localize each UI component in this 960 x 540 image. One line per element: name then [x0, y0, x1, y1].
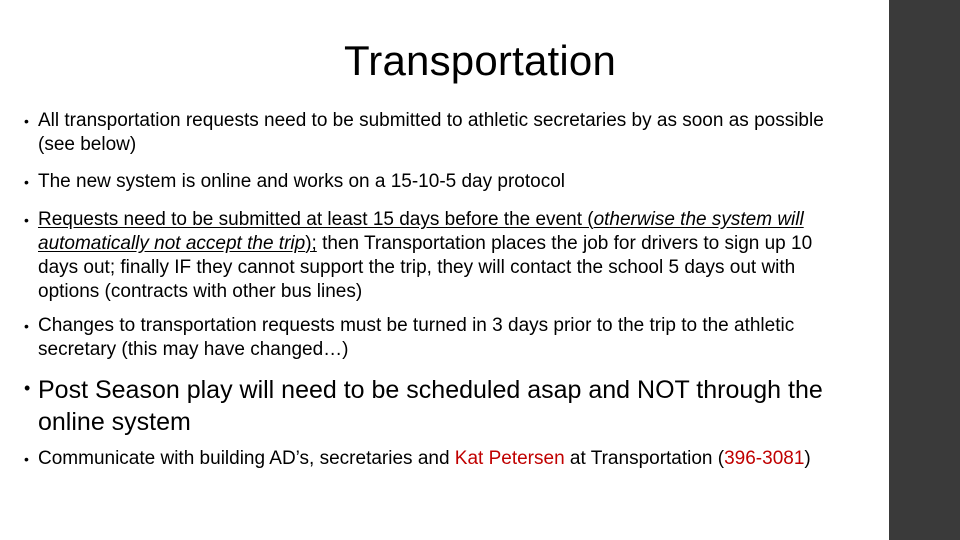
- right-sidebar-bar: [889, 0, 960, 540]
- bullet-dot: •: [24, 174, 29, 190]
- bullet-text-segment: Requests need to be submitted at least 15 days before the event (: [38, 209, 594, 230]
- bullet-text: The new system is online and works on a 15-10-5 day protocol: [38, 171, 565, 192]
- bullet-dot: •: [24, 451, 29, 467]
- italic-text: otherwise the system will automatically not accept the trip: [38, 209, 804, 254]
- bullet-text: Changes to transportation requests must be turned in 3 days prior to the trip to the athletic secretary (this may have changed…): [38, 315, 795, 360]
- bullet-dot: •: [24, 113, 29, 129]
- bullet-dot: •: [24, 318, 29, 334]
- contact-phone: 396-3081: [724, 448, 805, 469]
- bullet-text: [38, 447, 844, 471]
- bullet-dot: •: [24, 378, 31, 398]
- bullet-item-large: [24, 374, 844, 438]
- bullet-text-segment: );: [305, 233, 317, 254]
- slide-title: Transportation: [343, 37, 617, 84]
- bullet-item: [24, 447, 844, 471]
- bullet-text-segment: Communicate with building AD’s, secretaries and: [38, 448, 455, 469]
- bullet-item: [24, 170, 844, 194]
- contact-name: Kat Petersen: [454, 448, 565, 469]
- bullet-dot: •: [24, 212, 29, 228]
- bullet-text-segment: then Transportation places the job for drivers to sign up 10 days out; finally IF they cannot support the trip, they will contact the school 5 days out with options (contracts with other bus lines): [38, 233, 813, 302]
- bullet-item: [24, 314, 844, 362]
- bullet-item: [24, 109, 844, 157]
- bullet-text-segment: at Transportation (: [564, 448, 725, 469]
- bullet-text: All transportation requests need to be submitted to athletic secretaries by as soon as possible (see below): [38, 110, 824, 155]
- bullet-text: Post Season play will need to be scheduled asap and NOT through the online system: [38, 376, 823, 436]
- bullet-text-segment: ): [804, 448, 811, 469]
- bullet-text: [38, 208, 844, 304]
- bullet-item: [24, 208, 844, 304]
